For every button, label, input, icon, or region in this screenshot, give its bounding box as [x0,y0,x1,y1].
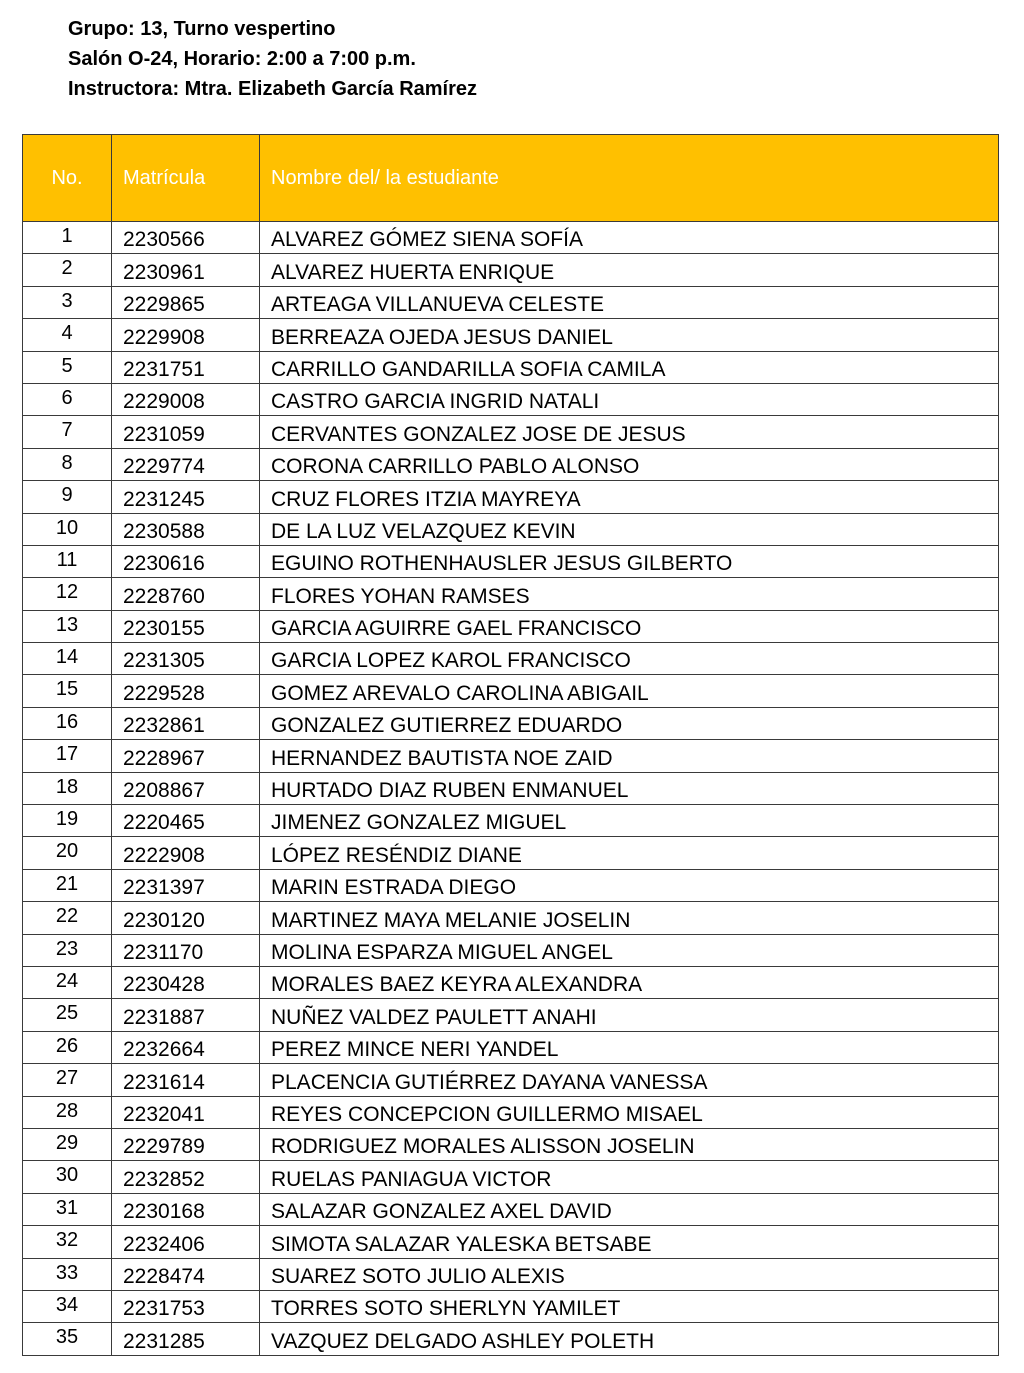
row-matricula: 2230588 [112,513,260,545]
row-number: 30 [23,1161,112,1193]
table-row [23,610,999,642]
row-matricula: 2229528 [112,675,260,707]
table-row [23,286,999,318]
row-student-name: CRUZ FLORES ITZIA MAYREYA [260,481,999,513]
row-number: 32 [23,1226,112,1258]
row-matricula: 2228967 [112,740,260,772]
table-row [23,545,999,577]
row-student-name: HERNANDEZ BAUTISTA NOE ZAID [260,740,999,772]
table-row [23,319,999,351]
row-number: 8 [23,448,112,480]
row-student-name: MARTINEZ MAYA MELANIE JOSELIN [260,902,999,934]
row-number: 31 [23,1193,112,1225]
table-row [23,1323,999,1355]
table-row [23,934,999,966]
row-number: 2 [23,254,112,286]
row-student-name: REYES CONCEPCION GUILLERMO MISAEL [260,1096,999,1128]
row-matricula: 2229908 [112,319,260,351]
row-number: 27 [23,1064,112,1096]
column-header-nombre: Nombre del/ la estudiante [260,135,999,222]
row-student-name: SIMOTA SALAZAR YALESKA BETSABE [260,1226,999,1258]
row-matricula: 2232406 [112,1226,260,1258]
row-student-name: ARTEAGA VILLANUEVA CELESTE [260,286,999,318]
table-row [23,1096,999,1128]
row-matricula: 2232664 [112,1031,260,1063]
row-number: 23 [23,934,112,966]
row-student-name: BERREAZA OJEDA JESUS DANIEL [260,319,999,351]
row-matricula: 2231397 [112,869,260,901]
row-student-name: DE LA LUZ VELAZQUEZ KEVIN [260,513,999,545]
table-row [23,966,999,998]
row-matricula: 2231245 [112,481,260,513]
table-row [23,1064,999,1096]
row-number: 1 [23,222,112,254]
row-student-name: GONZALEZ GUTIERREZ EDUARDO [260,707,999,739]
row-matricula: 2232041 [112,1096,260,1128]
row-matricula: 2230120 [112,902,260,934]
column-header-no: No. [23,135,112,222]
row-number: 35 [23,1323,112,1355]
row-matricula: 2230428 [112,966,260,998]
row-matricula: 2228474 [112,1258,260,1290]
row-student-name: SUAREZ SOTO JULIO ALEXIS [260,1258,999,1290]
row-student-name: HURTADO DIAZ RUBEN ENMANUEL [260,772,999,804]
row-number: 10 [23,513,112,545]
row-matricula: 2222908 [112,837,260,869]
row-student-name: MOLINA ESPARZA MIGUEL ANGEL [260,934,999,966]
row-number: 5 [23,351,112,383]
table-row [23,902,999,934]
row-matricula: 2231751 [112,351,260,383]
row-matricula: 2208867 [112,772,260,804]
row-number: 21 [23,869,112,901]
row-student-name: GOMEZ AREVALO CAROLINA ABIGAIL [260,675,999,707]
row-matricula: 2230168 [112,1193,260,1225]
row-matricula: 2232852 [112,1161,260,1193]
row-number: 15 [23,675,112,707]
row-number: 16 [23,707,112,739]
row-number: 33 [23,1258,112,1290]
row-matricula: 2229789 [112,1128,260,1160]
row-student-name: RODRIGUEZ MORALES ALISSON JOSELIN [260,1128,999,1160]
row-matricula: 2231170 [112,934,260,966]
row-number: 7 [23,416,112,448]
row-student-name: JIMENEZ GONZALEZ MIGUEL [260,805,999,837]
row-student-name: PLACENCIA GUTIÉRREZ DAYANA VANESSA [260,1064,999,1096]
row-student-name: PEREZ MINCE NERI YANDEL [260,1031,999,1063]
row-student-name: RUELAS PANIAGUA VICTOR [260,1161,999,1193]
table-row [23,1193,999,1225]
table-row [23,1031,999,1063]
row-number: 17 [23,740,112,772]
row-number: 9 [23,481,112,513]
table-row [23,416,999,448]
row-student-name: CERVANTES GONZALEZ JOSE DE JESUS [260,416,999,448]
row-matricula: 2231614 [112,1064,260,1096]
table-row [23,999,999,1031]
table-row [23,805,999,837]
table-row [23,772,999,804]
table-row [23,837,999,869]
table-row [23,513,999,545]
row-number: 3 [23,286,112,318]
row-matricula: 2229008 [112,383,260,415]
row-matricula: 2220465 [112,805,260,837]
row-student-name: CARRILLO GANDARILLA SOFIA CAMILA [260,351,999,383]
row-student-name: VAZQUEZ DELGADO ASHLEY POLETH [260,1323,999,1355]
row-number: 26 [23,1031,112,1063]
row-student-name: CORONA CARRILLO PABLO ALONSO [260,448,999,480]
row-number: 34 [23,1290,112,1322]
row-student-name: MORALES BAEZ KEYRA ALEXANDRA [260,966,999,998]
row-number: 28 [23,1096,112,1128]
table-row [23,1226,999,1258]
table-row [23,675,999,707]
row-matricula: 2229774 [112,448,260,480]
table-row [23,869,999,901]
row-number: 6 [23,383,112,415]
row-student-name: CASTRO GARCIA INGRID NATALI [260,383,999,415]
row-student-name: ALVAREZ HUERTA ENRIQUE [260,254,999,286]
row-number: 11 [23,545,112,577]
table-row [23,1258,999,1290]
row-matricula: 2228760 [112,578,260,610]
table-row [23,351,999,383]
row-number: 20 [23,837,112,869]
row-number: 14 [23,643,112,675]
row-number: 19 [23,805,112,837]
table-header-row [23,135,999,222]
table-row [23,1128,999,1160]
table-row [23,254,999,286]
group-header [68,14,477,104]
student-table [22,134,999,1356]
table-row [23,740,999,772]
row-matricula: 2231887 [112,999,260,1031]
column-header-matricula: Matrícula [112,135,260,222]
row-matricula: 2230155 [112,610,260,642]
row-student-name: FLORES YOHAN RAMSES [260,578,999,610]
row-matricula: 2231059 [112,416,260,448]
table-row [23,707,999,739]
row-student-name: NUÑEZ VALDEZ PAULETT ANAHI [260,999,999,1031]
row-number: 24 [23,966,112,998]
row-number: 25 [23,999,112,1031]
table-body [23,222,999,1356]
table-row [23,1290,999,1322]
row-number: 4 [23,319,112,351]
row-student-name: GARCIA LOPEZ KAROL FRANCISCO [260,643,999,675]
row-student-name: ALVAREZ GÓMEZ SIENA SOFÍA [260,222,999,254]
row-matricula: 2231753 [112,1290,260,1322]
table-row [23,383,999,415]
table-row [23,578,999,610]
row-student-name: SALAZAR GONZALEZ AXEL DAVID [260,1193,999,1225]
row-number: 13 [23,610,112,642]
row-matricula: 2232861 [112,707,260,739]
row-number: 18 [23,772,112,804]
row-student-name: MARIN ESTRADA DIEGO [260,869,999,901]
row-matricula: 2230616 [112,545,260,577]
row-student-name: GARCIA AGUIRRE GAEL FRANCISCO [260,610,999,642]
row-number: 12 [23,578,112,610]
row-student-name: TORRES SOTO SHERLYN YAMILET [260,1290,999,1322]
room-schedule-line: Salón O-24, Horario: 2:00 a 7:00 p.m. [68,48,416,70]
row-matricula: 2229865 [112,286,260,318]
row-matricula: 2231305 [112,643,260,675]
table-row [23,481,999,513]
table-row [23,643,999,675]
row-matricula: 2231285 [112,1323,260,1355]
row-matricula: 2230961 [112,254,260,286]
table-row [23,448,999,480]
table-row [23,1161,999,1193]
row-student-name: EGUINO ROTHENHAUSLER JESUS GILBERTO [260,545,999,577]
row-matricula: 2230566 [112,222,260,254]
instructor-line: Instructora: Mtra. Elizabeth García Ramírez [68,78,478,100]
row-number: 29 [23,1128,112,1160]
group-line: Grupo: 13, Turno vespertino [68,18,336,40]
row-student-name: LÓPEZ RESÉNDIZ DIANE [260,837,999,869]
row-number: 22 [23,902,112,934]
table-row [23,222,999,254]
